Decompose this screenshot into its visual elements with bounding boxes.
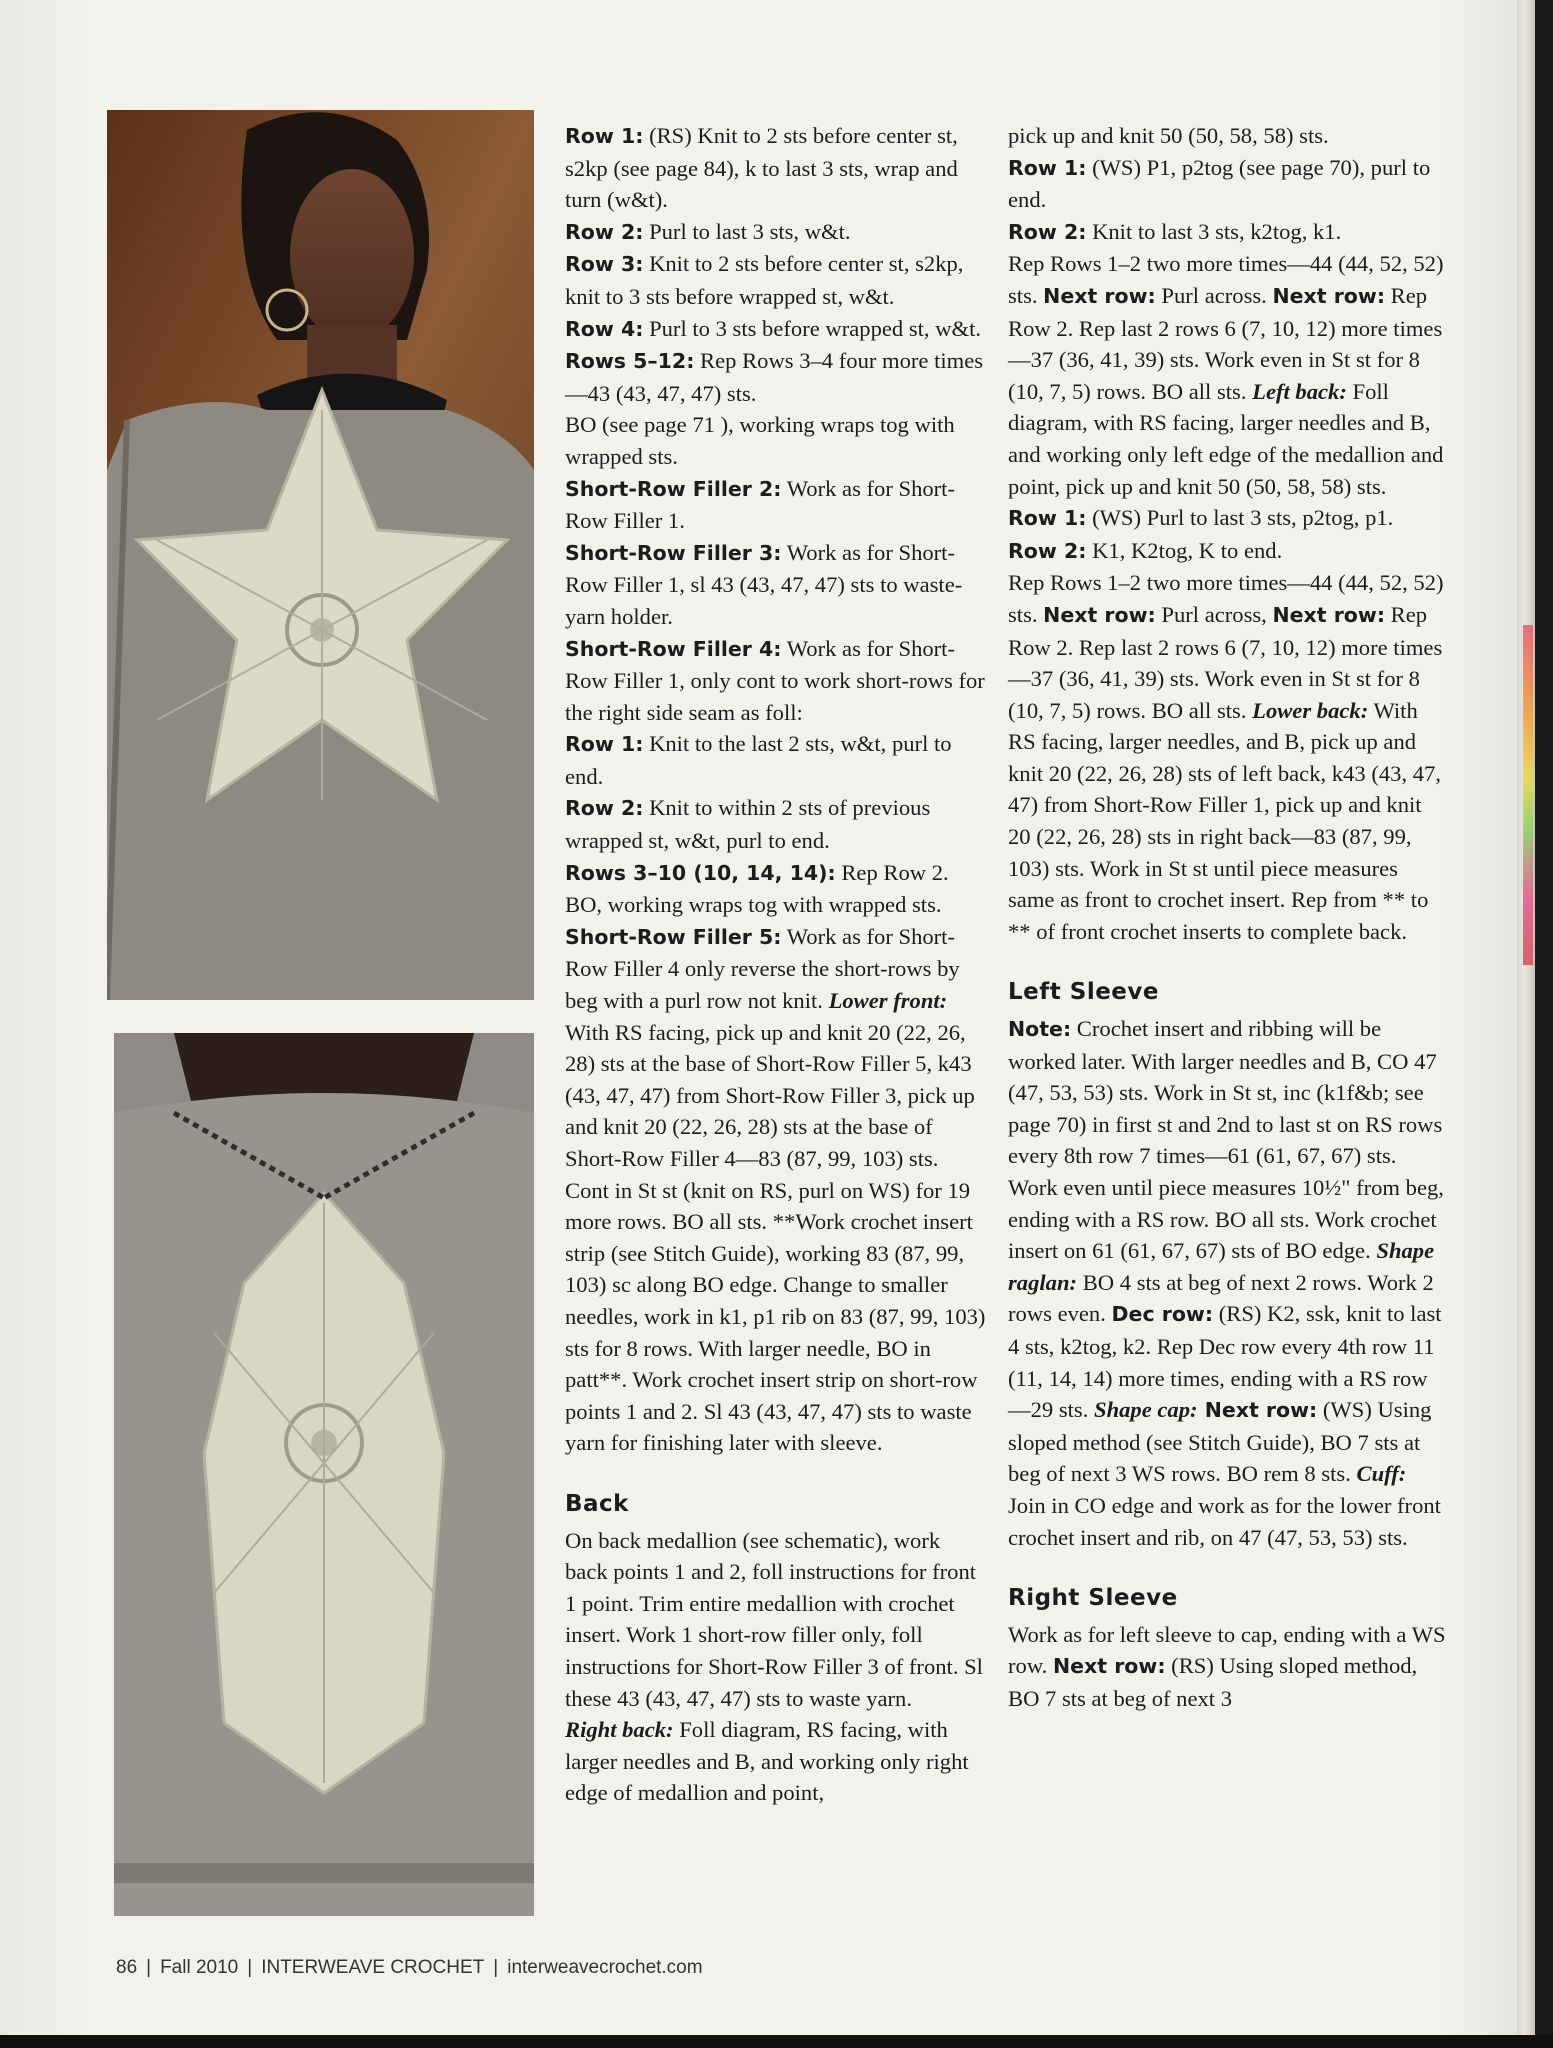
- keyword: Row 3:: [565, 252, 644, 277]
- text-span: Rep Row 2. Rep last 2 rows 6 (7, 10, 12) more times—37 (36, 41, 39) sts. Work even in St st for 8 (10, 7, 5) rows. BO all sts.: [1008, 282, 1443, 404]
- text-span: Work as for Short-Row Filler 4 only reverse the short-rows by beg with a purl row not knit.: [565, 923, 960, 1014]
- text-span: Rep Rows 1–2 two more times—44 (44, 52, 52) sts.: [1008, 570, 1444, 627]
- keyword: Row 1:: [565, 124, 644, 148]
- keyword: Rows 5–12:: [565, 349, 695, 374]
- model-front-photo: [107, 110, 534, 1000]
- text-span: Join in CO edge and work as for the lower front crochet insert and rib, on 47 (47, 53, 53) sts.: [1008, 1492, 1441, 1550]
- separator: |: [247, 1957, 253, 1978]
- text-span: K1, K2tog, K to end.: [1086, 537, 1283, 563]
- row-instruction: [1008, 502, 1448, 535]
- back-heading: Back: [565, 1490, 629, 1517]
- keyword: Row 1:: [1008, 155, 1087, 180]
- text-span: Rep Row 2.: [835, 859, 949, 885]
- keyword-italic: Right back:: [565, 1717, 674, 1743]
- text-span: Foll diagram, RS facing, with larger needles and B, and working only right edge of medallion and point,: [565, 1717, 969, 1806]
- keyword-italic: Lower back:: [1252, 697, 1369, 723]
- right-sleeve-paragraph: [1008, 1619, 1448, 1715]
- keyword-italic: Shape raglan:: [1008, 1238, 1435, 1295]
- text-span: Knit to 2 sts before center st, s2kp, knit to 3 sts before wrapped st, w&t.: [565, 251, 964, 309]
- text-span: BO, working wraps tog with wrapped sts.: [565, 892, 942, 918]
- text-span: Purl to 3 sts before wrapped st, w&t.: [643, 315, 982, 341]
- keyword: Short-Row Filler 3:: [565, 540, 782, 565]
- row-instruction: [565, 409, 987, 472]
- keyword: Short-Row Filler 2:: [565, 476, 782, 501]
- row-instruction: [1008, 535, 1448, 568]
- front-photo-illustration: [107, 110, 534, 1000]
- text-span: Knit to last 3 sts, k2tog, k1.: [1086, 218, 1342, 244]
- text-line: pick up and knit 50 (50, 58, 58) sts.: [1008, 123, 1329, 148]
- keyword: Row 2:: [1008, 219, 1087, 244]
- keyword: Row 2:: [565, 796, 644, 821]
- row-instruction: [565, 345, 987, 409]
- model-back-photo: [114, 1033, 534, 1916]
- keyword: Dec row:: [1111, 1302, 1214, 1327]
- text-span: Knit to within 2 sts of previous wrapped st, w&t, purl to end.: [565, 795, 931, 854]
- text-span: Purl to last 3 sts, w&t.: [643, 218, 851, 244]
- right-back-continued: [1008, 248, 1448, 502]
- text-span: (RS) Using sloped method, BO 7 sts at beg of next 3: [1008, 1653, 1418, 1711]
- row-instruction: [565, 857, 987, 890]
- website-link[interactable]: interweavecrochet.com: [507, 1957, 703, 1978]
- row-instruction: [565, 473, 987, 537]
- text-span: (WS) Using sloped method (see Stitch Guide), BO 7 sts at beg of next 3 WS rows. BO rem 8 sts.: [1008, 1397, 1432, 1487]
- separator: |: [146, 1957, 152, 1978]
- text-span: Work as for Short-Row Filler 1, sl 43 (43, 47, 47) sts to waste-yarn holder.: [565, 539, 963, 629]
- keyword-italic: Cuff:: [1356, 1461, 1407, 1487]
- keyword-italic: Shape cap:: [1094, 1397, 1198, 1423]
- text-span: Work as for left sleeve to cap, ending with a WS row.: [1008, 1621, 1446, 1679]
- text-span: Rep Row 2. Rep last 2 rows 6 (7, 10, 12) more times—37 (36, 41, 39) sts. Work even in St st for 8 (10, 7, 5) rows. BO all sts.: [1008, 601, 1443, 723]
- keyword: Next row:: [1272, 283, 1386, 308]
- keyword: Next row:: [1052, 1654, 1166, 1679]
- text-span: Purl across,: [1155, 601, 1273, 627]
- row-instruction: [565, 633, 987, 729]
- keyword: Note:: [1008, 1017, 1072, 1042]
- text-span: Foll diagram, with RS facing, larger needles and B, and working only left edge of the medallion and point, pick up and knit 50 (50, 58, 58) sts.: [1008, 378, 1444, 499]
- text-span: BO 4 sts at beg of next 2 rows. Work 2 rows even.: [1008, 1269, 1434, 1327]
- left-sleeve-paragraph: [1008, 1013, 1448, 1553]
- left-sleeve-heading: Left Sleeve: [1008, 979, 1160, 1006]
- keyword: Next row:: [1043, 602, 1156, 627]
- keyword: Next row:: [1043, 283, 1156, 308]
- text-span: Work as for Short-Row Filler 1, only cont to work short-rows for the right side seam as foll:: [565, 635, 985, 725]
- text-span: (WS) Purl to last 3 sts, p2tog, p1.: [1086, 505, 1394, 531]
- keyword: Next row:: [1197, 1398, 1318, 1423]
- row-instruction: [1008, 152, 1448, 216]
- text-span: Knit to the last 2 sts, w&t, purl to end.: [565, 731, 952, 789]
- lower-front-paragraph: [565, 889, 987, 1459]
- keyword-italic: Lower front:: [828, 988, 948, 1014]
- page-footer: [116, 1957, 703, 1979]
- keyword: Row 4:: [565, 316, 644, 341]
- magazine-name: INTERWEAVE CROCHET: [261, 1957, 485, 1978]
- right-back-paragraph: [565, 1714, 987, 1809]
- row-instruction: [565, 248, 987, 312]
- row-instruction: [565, 728, 987, 792]
- text-span: Purl across.: [1155, 282, 1273, 308]
- text-span: (RS) Knit to 2 sts before center st, s2kp (see page 84), k to last 3 sts, wrap and turn (w&t).: [565, 123, 958, 213]
- keyword: Short-Row Filler 4:: [565, 636, 782, 661]
- back-paragraph: [565, 1525, 987, 1715]
- keyword: Row 1:: [565, 732, 644, 757]
- keyword: Short-Row Filler 5:: [565, 924, 782, 949]
- instructions-column-middle: [565, 120, 987, 1809]
- row-instruction: [565, 120, 987, 216]
- text-span: With RS facing, larger needles, and B, pick up and knit 20 (22, 26, 28) sts of left back, k43 (43, 47, 47) from Short-Row Filler 1, pick up and knit 20 (22, 26, 28) sts in right back—83 (87, 99, 103) sts. Work in St st until piece measures same as front to crochet insert. Rep from ** to ** of front crochet inserts to complete back.: [1008, 697, 1441, 944]
- right-sleeve-heading: Right Sleeve: [1008, 1585, 1178, 1612]
- text-span: With RS facing, pick up and knit 20 (22, 26, 28) sts at the base of Short-Row Filler 5, k43 (43, 47, 47) from Short-Row Filler 3, pick up and knit 20 (22, 26, 28) sts at the base of Short-Row Filler 4—83 (87, 99, 103) sts. Cont in St st (knit on RS, purl on WS) for 19 more rows. BO all sts. **Work crochet insert strip (see Stitch Guide), working 83 (87, 99, 103) sc along BO edge. Change to smaller needles, work in k1, p1 rib on 83 (87, 99, 103) sts for 8 rows. With larger needle, BO in patt**. Work crochet insert strip on short-row points 1 and 2. Sl 43 (43, 47, 47) sts to waste yarn for finishing later with sleeve.: [565, 1019, 986, 1456]
- keyword: Row 2:: [1008, 538, 1087, 563]
- scan-bottom-edge: [0, 2035, 1553, 2048]
- keyword: Row 2:: [565, 219, 644, 244]
- back-photo-illustration: [114, 1033, 534, 1916]
- issue-label: Fall 2010: [160, 1957, 239, 1978]
- color-tab-edge: [1523, 625, 1533, 965]
- separator: |: [493, 1957, 499, 1978]
- row-instruction: [1008, 216, 1448, 249]
- left-back-continued: [1008, 567, 1448, 947]
- instructions-column-right: [1008, 120, 1448, 1715]
- text-span: Rep Rows 1–2 two more times—44 (44, 52, 52) sts.: [1008, 251, 1444, 308]
- text-span: (WS) P1, p2tog (see page 70), purl to end.: [1008, 154, 1431, 213]
- keyword-italic: Left back:: [1252, 378, 1347, 404]
- text-span: Crochet insert and ribbing will be worked later. With larger needles and B, CO 47 (47, 53, 53) sts. Work in St st, inc (k1f&b; see page 70) in first st and 2nd to last st on RS rows every 8th row 7 times—61 (61, 67, 67) sts. Work even until piece measures 10½" from beg, ending with a RS row. BO all sts. Work crochet insert on 61 (61, 67, 67) sts of BO edge.: [1008, 1016, 1444, 1264]
- row-instruction: [565, 313, 987, 346]
- text-span: Rep Rows 3–4 four more times—43 (43, 47, 47) sts.: [565, 348, 984, 406]
- keyword: Row 1:: [1008, 506, 1087, 531]
- page-number: 86: [116, 1957, 138, 1978]
- text-span: (RS) K2, ssk, knit to last 4 sts, k2tog, k2. Rep Dec row every 4th row 11 (11, 14, 14) more times, ending with a RS row—29 sts.: [1008, 1301, 1442, 1423]
- row-instruction: [565, 792, 987, 856]
- row-instruction: [565, 216, 987, 249]
- text-span: Work as for Short-Row Filler 1.: [565, 475, 955, 534]
- text-span: BO (see page 71 ), working wraps tog with wrapped sts.: [565, 412, 955, 469]
- page-binding-edge: [1517, 0, 1535, 2035]
- keyword: Rows 3–10 (10, 14, 14):: [565, 860, 836, 885]
- text-span: On back medallion (see schematic), work back points 1 and 2, foll instructions for front 1 point. Trim entire medallion with crochet insert. Work 1 short-row filler only, foll instructions for Short-Row Filler 3 of front. Sl these 43 (43, 47, 47) sts to waste yarn.: [565, 1527, 983, 1711]
- keyword: Next row:: [1272, 602, 1386, 627]
- row-instruction: [565, 537, 987, 633]
